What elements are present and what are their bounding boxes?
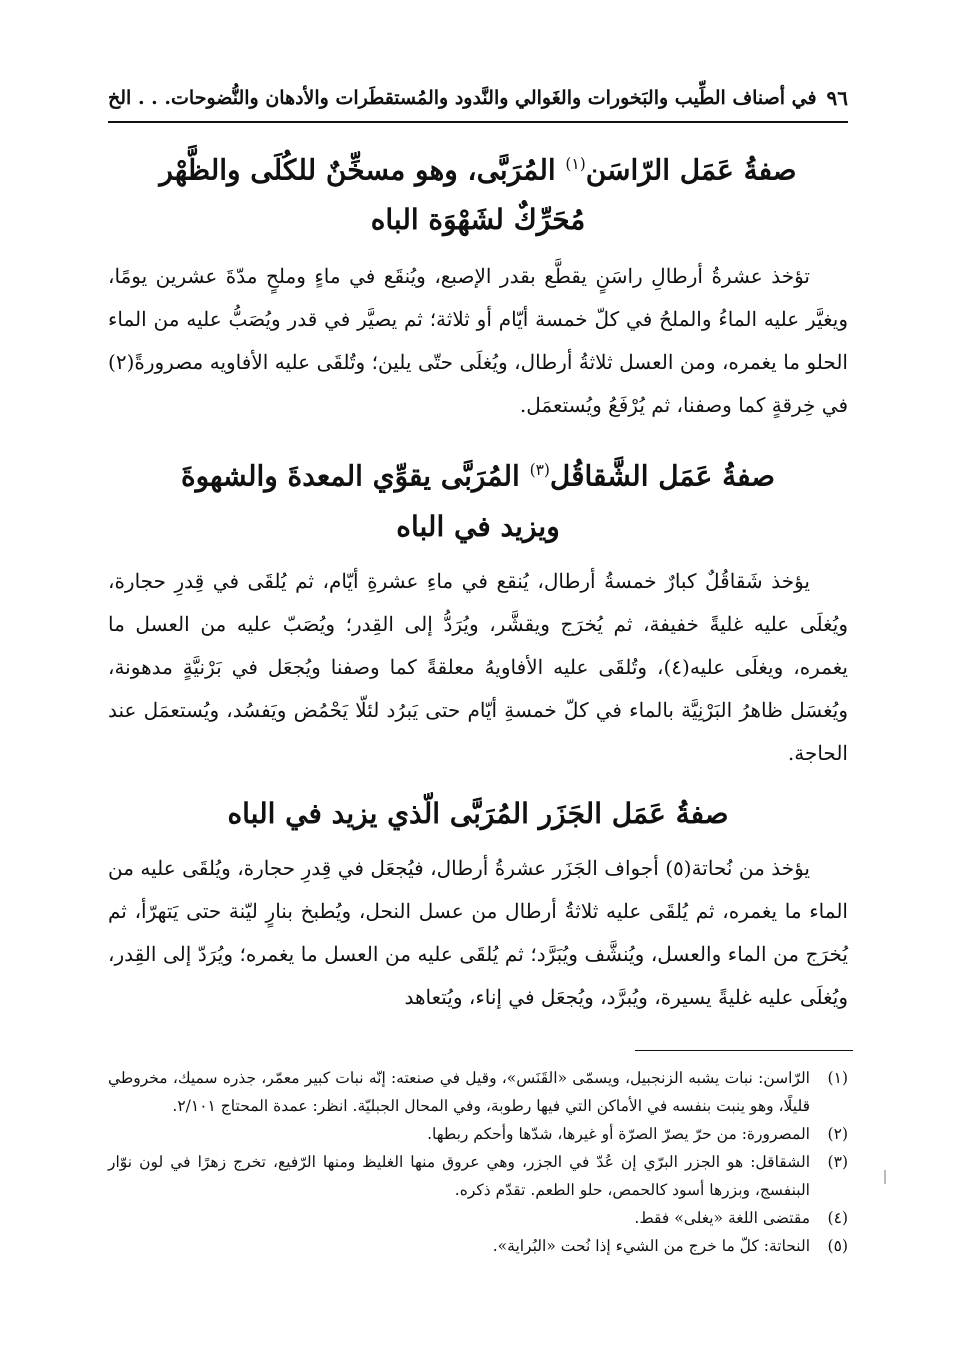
footnote-text: الرّاسن: نبات يشبه الزنجبيل، ويسمّى «القَنَس»، وقيل في صنعته: إنّه نبات كبير معمّر، جذره سميك، مخروطي قليلًا، وهو ينبت بنفسه في الأماكن التي فيها رطوبة، وفي المحال الجبليّة. انظر: عمدة المحتاج ٢/١٠١. [108, 1069, 810, 1115]
footnote-item [108, 1204, 848, 1232]
footnote-number: (٢) [827, 1125, 848, 1143]
footnote-item [108, 1148, 848, 1204]
footnote-number: (٥) [827, 1237, 848, 1255]
heading-text: صفةُ عَمَل الشَّقاقُل [549, 459, 776, 493]
footnote-text: الشقاقل: هو الجزر البرّي إن عُدّ في الجزر، وهي عروق منها الغليظ ومنها الرّفيع، تخرج زهرًا في لون نوّار البنفسج، وبزرها أسود كالحمص، حلو الطعم. تقدّم ذكره. [108, 1153, 810, 1199]
page-number: ٩٦ [826, 86, 848, 110]
footnote-item [108, 1232, 848, 1260]
footnote-number: (١) [827, 1069, 848, 1087]
footnote-ref: (١) [565, 155, 586, 173]
section-heading-jazar: صفةُ عَمَل الجَزَر المُرَبَّى الّذي يزيد في الباه [227, 796, 729, 830]
section-heading-rasan-line2: مُحَرِّكٌ لشَهْوَة الباه [370, 203, 586, 237]
paragraph-shaqaqul: يؤخذ شَقاقُلٌ كبارٌ خمسةُ أرطال، يُنقع في ماءِ عشرةِ أيّام، ثم يُلقَى في قِدرِ حجارة، ويُغلَى عليه غليةً خفيفة، ثم يُخرَج ويقشَّر، ويُرَدُّ إلى القِدر؛ ويُصَبّ عليه من العسل ما يغمره، ويغلَى عليه(٤)، وتُلقَى عليه الأفاويهُ معلقةً كما وصفنا ويُجعَل في بَرْنيَّةٍ مدهونة، ويُغسَل ظاهرُ البَرْنِيَّة بالماء في كلّ خمسةِ أيّام حتى يَبرُد لئلّا يَحْمُض ويَفسُد، ويُستعمَل عند الحاجة. [108, 568, 848, 765]
footnote-number: (٣) [827, 1153, 848, 1171]
footnote-number: (٤) [827, 1209, 848, 1227]
footnote-item [108, 1064, 848, 1120]
heading-text: المُرَبَّى، وهو مسخِّنٌ للكُلَى والظَّهْر [159, 153, 566, 187]
footnote-text: المصرورة: من حرّ يصرّ الصرّة أو غيرها، شدّها وأحكم ربطها. [427, 1125, 810, 1143]
footnote-ref: (٣) [529, 461, 550, 480]
footnotes [108, 1064, 848, 1260]
section-heading-rasan [108, 135, 848, 199]
paragraph-rasan: تؤخذ عشرةُ أرطالِ راسَنٍ يقطَّع بقدر الإصبع، ويُنقَع في ماءٍ وملحٍ مدّةَ عشرين يومًا، ويغيَّر عليه الماءُ والملحُ في كلّ خمسة أيّام أو ثلاثة؛ ثم يصيَّر في قدر ويُصَبُّ عليه من الماء الحلو ما يغمره، ومن العسل ثلاثةُ أرطال، ويُغلَى حتّى يلين؛ وتُلقَى عليه الأفاويه مصرورةً(٢) في خِرقةٍ كما وصفنا، ثم يُرْفَعُ ويُستعمَل. [108, 264, 848, 418]
page-body [108, 135, 848, 1019]
header-rule [108, 121, 848, 123]
section-heading-shaqaqul [108, 441, 848, 505]
heading-text: المُرَبَّى يقوِّي المعدةَ والشهوةَ [180, 459, 530, 493]
section-heading-shaqaqul-line2: ويزيد في الباه [396, 509, 560, 543]
footnote-text: النحاتة: كلّ ما خرج من الشيء إذا نُحت «البُراية». [492, 1237, 810, 1255]
footnote-text: مقتضى اللغة «يغلى» فقط. [634, 1209, 810, 1227]
paragraph-jazar: يؤخذ من نُحاتة(٥) أجواف الجَزَر عشرةُ أرطال، فيُجعَل في قِدرِ حجارة، ويُلقَى عليه من الماء ما يغمره، ثم يُلقَى عليه ثلاثةُ أرطال من عسل النحل، ويُطبخ بنارٍ ليّنة حتى يَتهرّأ، ثم يُخرَج من الماء والعسل، ويُنشَّف ويُبَرَّد؛ ثم يُلقَى عليه من العسل ما يغمره؛ ويُرَدّ إلى القِدر، ويُغلَى عليه غليةً يسيرة، ويُبرَّد، ويُجعَل في إناء، ويُتعاهد [108, 855, 848, 1009]
footnote-rule [635, 1050, 853, 1051]
running-head [108, 80, 848, 116]
running-head-title: في أصناف الطِّيب والبَخورات والغَوالي والنَّدود والمُستقطَرات والأدهان والنُّضوحات. . . الخ [108, 87, 817, 109]
footnote-item [108, 1120, 848, 1148]
margin-mark [884, 1170, 886, 1184]
heading-text: صفةُ عَمَل الرّاسَن [585, 153, 797, 187]
